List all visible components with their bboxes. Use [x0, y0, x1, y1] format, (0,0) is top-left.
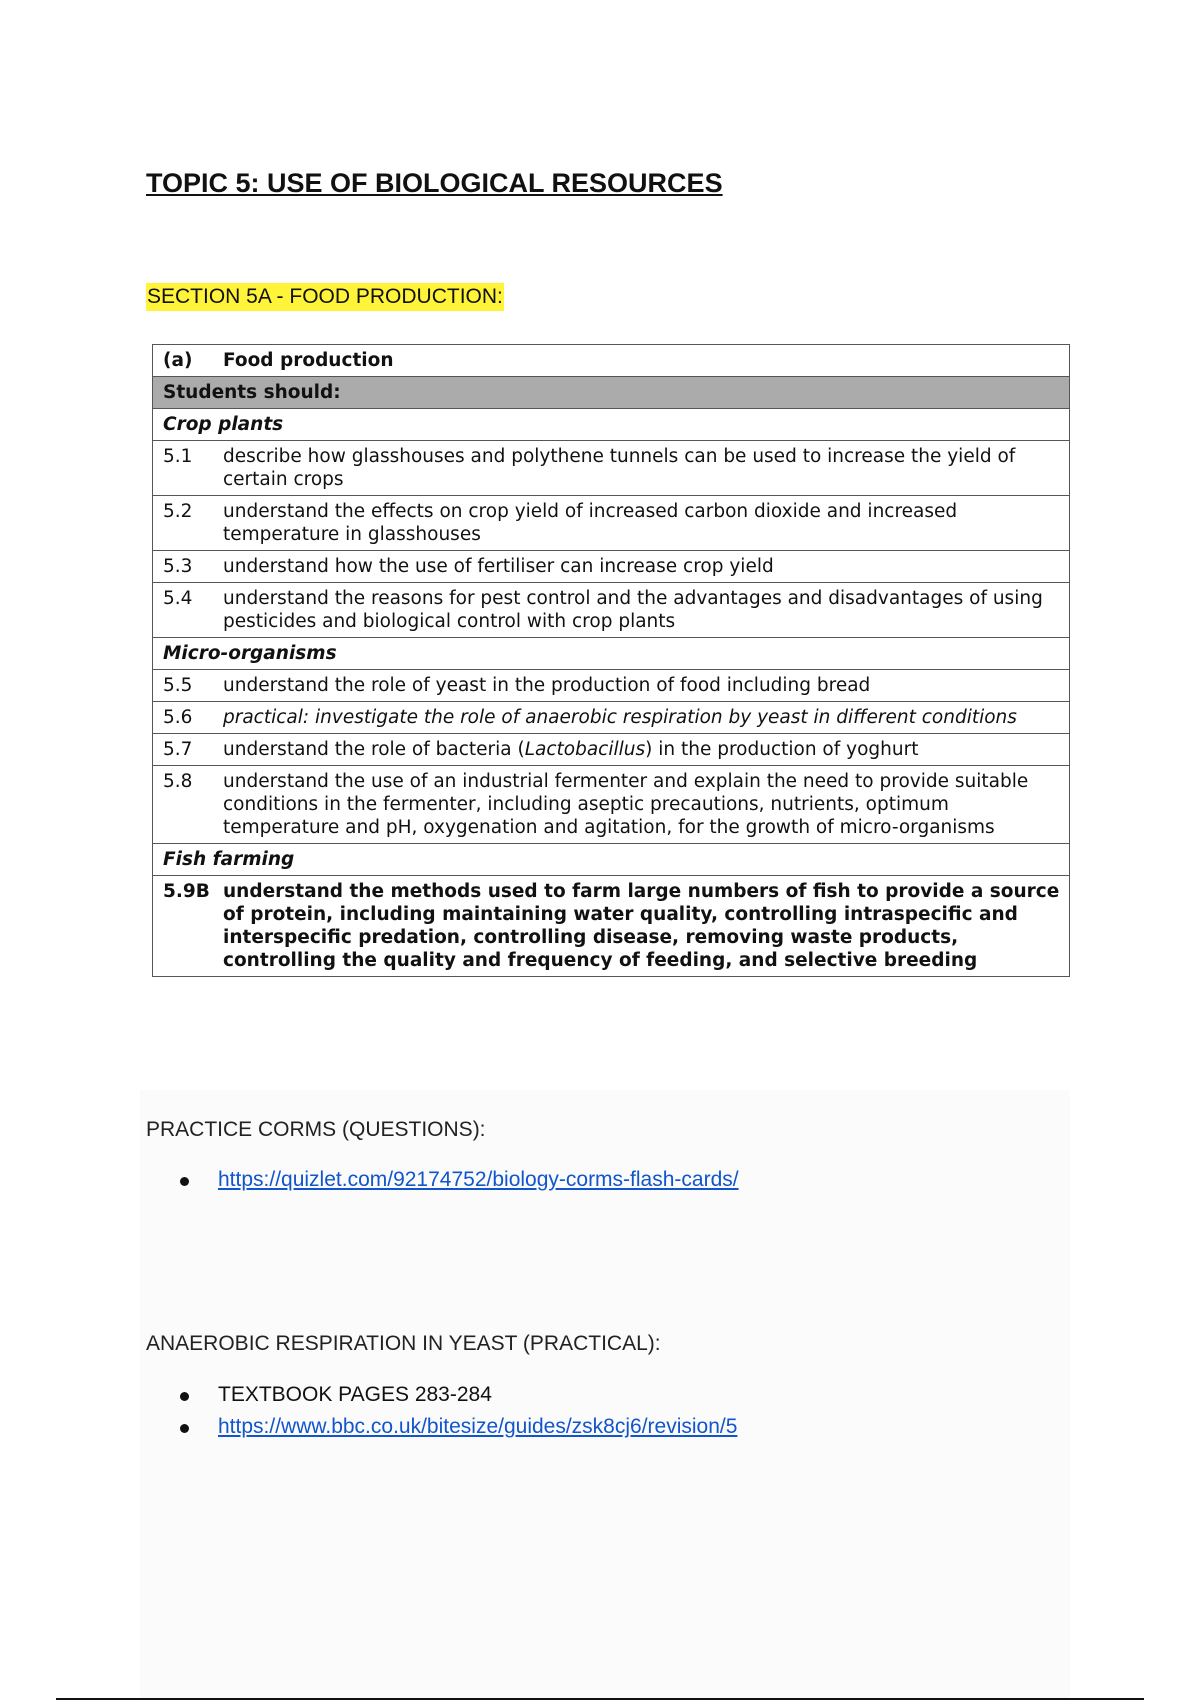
row-text-before: understand the role of bacteria ( [223, 739, 525, 760]
group-header-fish-farming: Fish farming [153, 844, 1070, 876]
group-header-micro-organisms: Micro-organisms [153, 638, 1070, 670]
table-row [153, 766, 1070, 844]
row-text: understand the methods used to farm large numbers of fish to provide a source of protein, including maintaining water quality, controlling intraspecific and interspecific predation, controlling disease, removing waste products, controlling the quality and frequency of feeding, and selective breeding [213, 876, 1070, 977]
row-text: describe how glasshouses and polythene tunnels can be used to increase the yield of certain crops [213, 441, 1070, 496]
practice-label: PRACTICE CORMS (QUESTIONS): [146, 1118, 486, 1141]
row-text: understand the use of an industrial fermenter and explain the need to provide suitable conditions in the fermenter, including aseptic precautions, nutrients, optimum temperature and pH, oxygenation and agitation, for the growth of micro-organisms [213, 766, 1070, 844]
row-number: 5.2 [153, 496, 214, 551]
list-item [146, 1415, 737, 1447]
bbc-bitesize-link[interactable]: https://www.bbc.co.uk/bitesize/guides/zsk8cj6/revision/5 [218, 1415, 738, 1438]
table-row [153, 583, 1070, 638]
row-text: understand the effects on crop yield of increased carbon dioxide and increased temperature in glasshouses [213, 496, 1070, 551]
table-row [153, 734, 1070, 766]
table-row [153, 551, 1070, 583]
row-number: 5.9B [153, 876, 214, 977]
table-row [153, 496, 1070, 551]
table-header-row [153, 345, 1070, 377]
row-number: 5.7 [153, 734, 214, 766]
table-header-num: (a) [153, 345, 214, 377]
row-number: 5.6 [153, 702, 214, 734]
row-number: 5.4 [153, 583, 214, 638]
table-header-title: Food production [213, 345, 1070, 377]
row-text: practical: investigate the role of anaerobic respiration by yeast in different conditions [213, 702, 1070, 734]
quizlet-link[interactable]: https://quizlet.com/92174752/biology-corms-flash-cards/ [218, 1168, 739, 1191]
bullet-icon [180, 1177, 189, 1186]
table-row [153, 441, 1070, 496]
row-text-species: Lactobacillus [524, 739, 646, 760]
row-number: 5.3 [153, 551, 214, 583]
row-text: understand the role of yeast in the production of food including bread [213, 670, 1070, 702]
table-row [153, 702, 1070, 734]
specification-table [152, 344, 1070, 977]
anaerobic-label: ANAEROBIC RESPIRATION IN YEAST (PRACTICAL): [146, 1332, 661, 1355]
row-text-after: ) in the production of yoghurt [645, 739, 919, 760]
textbook-pages-text: TEXTBOOK PAGES 283-284 [218, 1383, 492, 1406]
section-heading: SECTION 5A - FOOD PRODUCTION: [146, 283, 504, 311]
row-number: 5.8 [153, 766, 214, 844]
row-text: understand the reasons for pest control and the advantages and disadvantages of using pesticides and biological control with crop plants [213, 583, 1070, 638]
page-title: TOPIC 5: USE OF BIOLOGICAL RESOURCES [146, 168, 723, 198]
students-should-label: Students should: [153, 377, 1070, 409]
practice-link-list [146, 1168, 739, 1200]
row-number: 5.5 [153, 670, 214, 702]
list-item [146, 1168, 739, 1200]
table-row [153, 670, 1070, 702]
row-text [213, 734, 1070, 766]
row-text: understand how the use of fertiliser can increase crop yield [213, 551, 1070, 583]
table-row [153, 876, 1070, 977]
bullet-icon [180, 1392, 189, 1401]
group-header-crop-plants: Crop plants [153, 409, 1070, 441]
row-number: 5.1 [153, 441, 214, 496]
bullet-icon [180, 1424, 189, 1433]
list-item [146, 1383, 737, 1415]
students-should-row [153, 377, 1070, 409]
anaerobic-list [146, 1383, 737, 1447]
